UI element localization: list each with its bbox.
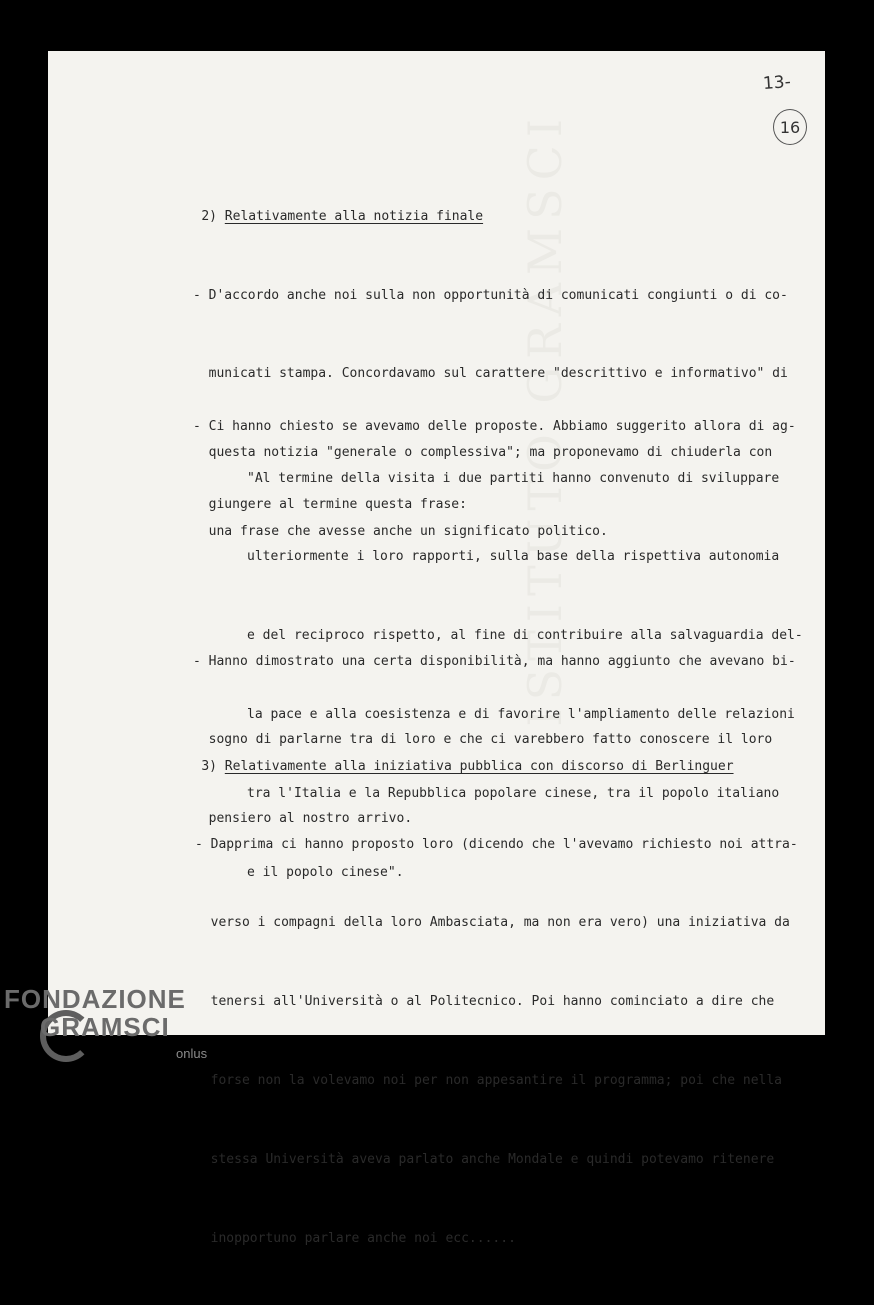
section-2-title: Relativamente alla notizia finale xyxy=(224,209,484,225)
text-line: e del reciproco rispetto, al fine di contribuire alla salvaguardia del- xyxy=(247,628,803,644)
text-line: municati stampa. Concordavamo sul carattere "descrittivo e informativo" di xyxy=(193,366,788,382)
logo-line-2: GRAMSCI xyxy=(40,1012,170,1042)
page-stamp xyxy=(773,109,807,145)
section-2-number: 2) xyxy=(201,209,217,225)
text-line: "Al termine della visita i due partiti hanno convenuto di sviluppare xyxy=(247,470,780,486)
text-line: giungere al termine questa frase: xyxy=(193,497,467,513)
text-line: stessa Università aveva parlato anche Mondale e quindi potevamo ritenere xyxy=(195,1152,775,1168)
text-line: tra l'Italia e la Repubblica popolare cinese, tra il popolo italiano xyxy=(247,786,780,802)
text-line: pensiero al nostro arrivo. xyxy=(193,811,413,827)
text-line: la pace e alla coesistenza e di favorire l'ampliamento delle relazioni xyxy=(247,707,795,723)
page-number: 13- xyxy=(762,72,792,94)
section-3-number: 3) xyxy=(201,759,217,775)
text-line: - Hanno dimostrato una certa disponibilità, ma hanno aggiunto che avevano bi- xyxy=(193,653,796,669)
text-line: ulteriormente i loro rapporti, sulla base della rispettiva autonomia xyxy=(247,549,780,565)
text-line: sogno di parlarne tra di loro e che ci varebbero fatto conoscere il loro xyxy=(193,732,773,748)
fondazione-gramsci-logo xyxy=(4,985,186,1041)
text-line: una frase che avesse anche un significato politico. xyxy=(193,524,608,540)
text-line: forse non la volevamo noi per non appesantire il programma; poi che nella xyxy=(195,1073,782,1089)
text-line: e il popolo cinese". xyxy=(247,865,404,881)
logo-line-1: FONDAZIONE xyxy=(4,984,186,1014)
watermark: ISTITUTO GRAMSCI xyxy=(518,111,572,727)
text-line: - Dapprima ci hanno proposto loro (dicendo che l'avevamo richiesto noi attra- xyxy=(195,836,798,852)
section-3-bullet-1 xyxy=(195,779,798,1305)
text-line: inopportuno parlare anche noi ecc...... xyxy=(195,1231,516,1247)
text-line: - D'accordo anche noi sulla non opportunità di comunicati congiunti o di co- xyxy=(193,287,788,303)
page-stamp-number: 16 xyxy=(779,117,801,137)
text-line: questa notizia "generale o complessiva"; ma proponevamo di chiuderla con xyxy=(193,445,773,461)
text-line: - Ci hanno chiesto se avevamo delle proposte. Abbiamo suggerito allora di ag- xyxy=(193,418,796,434)
section-3-title: Relativamente alla iniziativa pubblica con discorso di Berlinguer xyxy=(224,759,734,775)
text-line: tenersi all'Università o al Politecnico. Poi hanno cominciato a dire che xyxy=(195,994,775,1010)
logo-onlus: onlus xyxy=(176,1046,208,1061)
text-line: verso i compagni della loro Ambasciata, ma non era vero) una iniziativa da xyxy=(195,915,790,931)
